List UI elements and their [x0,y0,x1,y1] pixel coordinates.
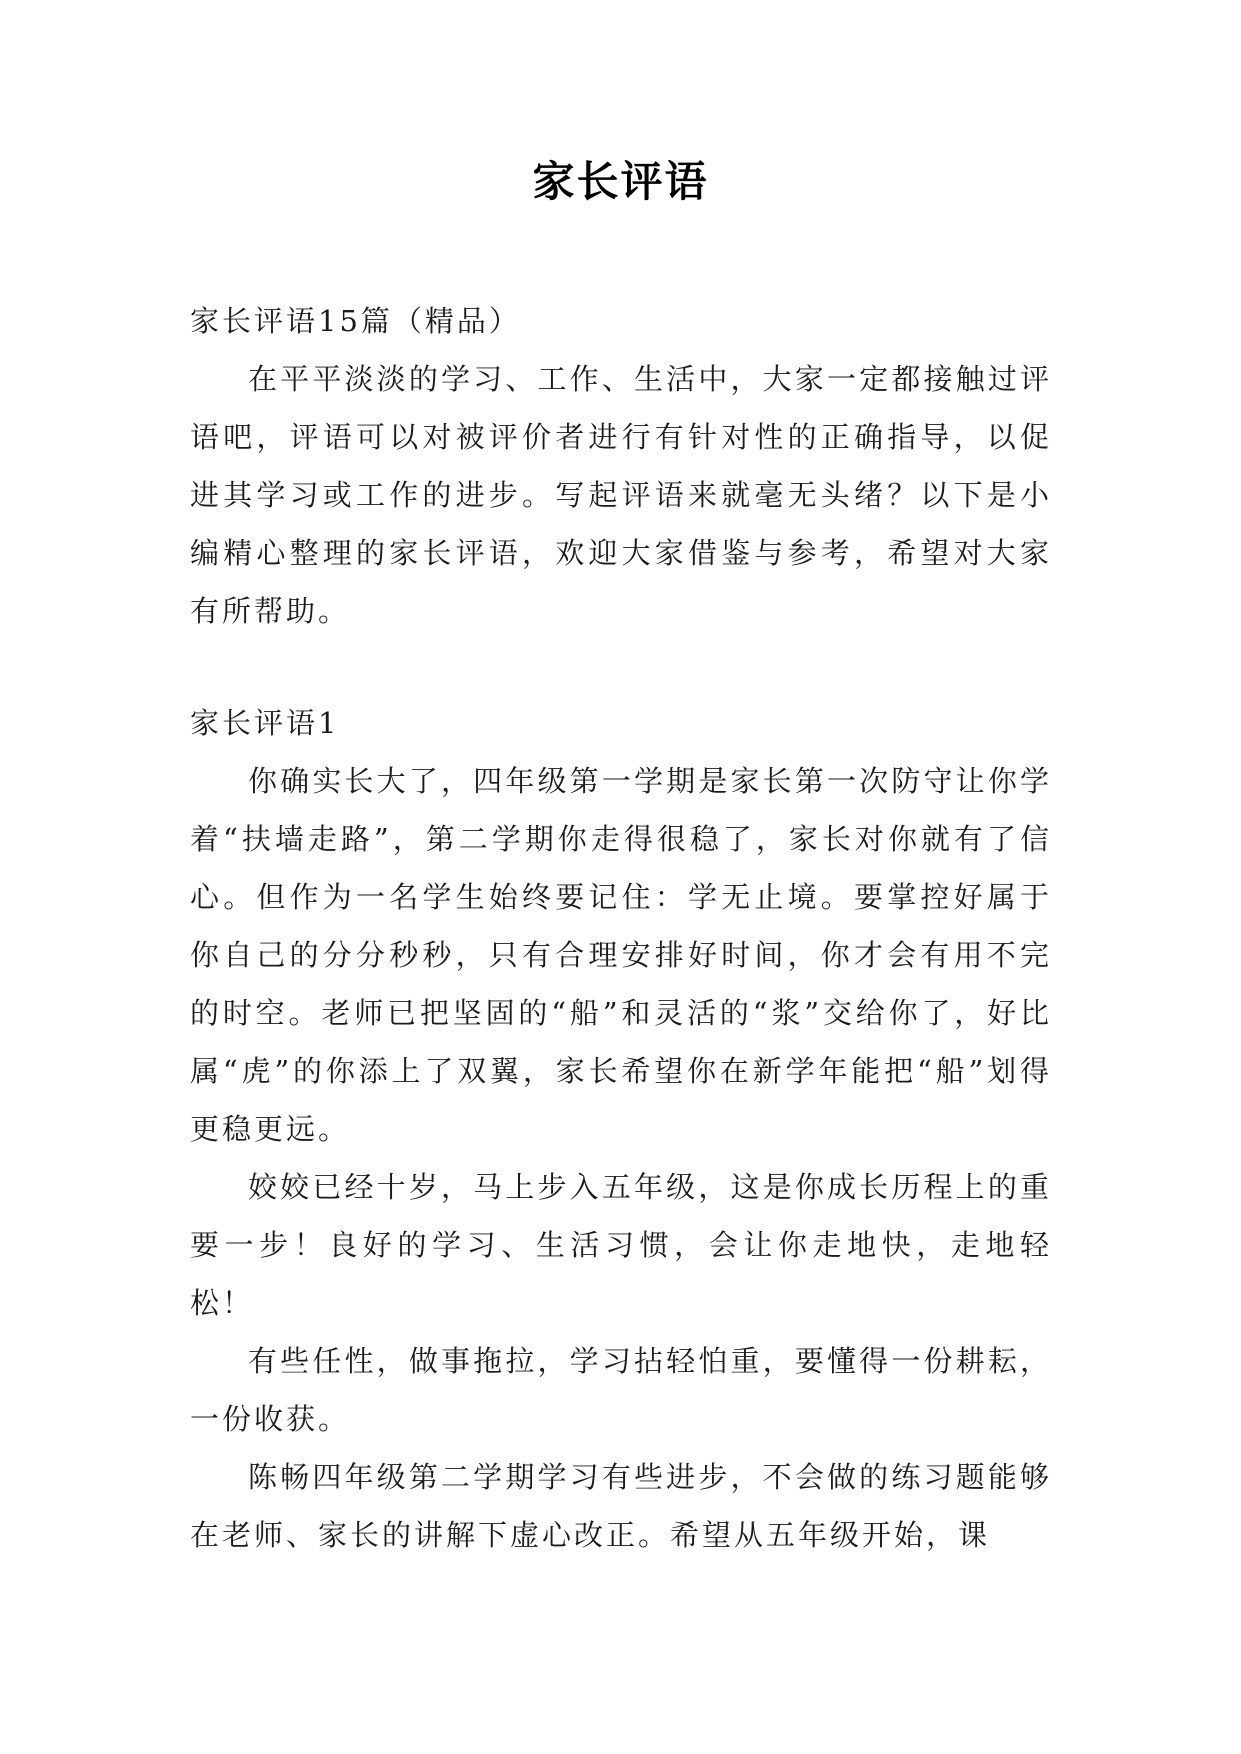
body-paragraph: 姣姣已经十岁，马上步入五年级，这是你成长历程上的重要一步！良好的学习、生活习惯，会让你走地快，走地轻松！ [190,1170,1052,1320]
body-paragraph: 陈畅四年级第二学期学习有些进步，不会做的练习题能够在老师、家长的讲解下虚心改正。希望从五年级开始，课 [190,1460,1052,1552]
intro-paragraph: 在平平淡淡的学习、工作、生活中，大家一定都接触过评语吧，评语可以对被评价者进行有针对性的正确指导，以促进其学习或工作的进步。写起评语来就毫无头绪？以下是小编精心整理的家长评语，欢迎大家借鉴与参考，希望对大家有所帮助。 [190,362,1052,628]
section-heading: 家长评语1 [190,706,340,740]
document-title: 家长评语 [532,157,709,206]
body-paragraph: 你确实长大了，四年级第一学期是家长第一次防守让你学着“扶墙走路”，第二学期你走得很稳了，家长对你就有了信心。但作为一名学生始终要记住：学无止境。要掌控好属于你自己的分分秒秒，只有合理安排好时间，你才会有用不完的时空。老师已把坚固的“船”和灵活的“浆”交给你了，好比属“虎”的你添上了双翼，家长希望你在新学年能把“船”划得更稳更远。 [190,764,1052,1146]
body-paragraph: 有些任性，做事拖拉，学习拈轻怕重，要懂得一份耕耘，一份收获。 [190,1344,1052,1436]
document-body [190,292,1052,1564]
document-subtitle: 家长评语15篇（精品） [190,304,521,338]
